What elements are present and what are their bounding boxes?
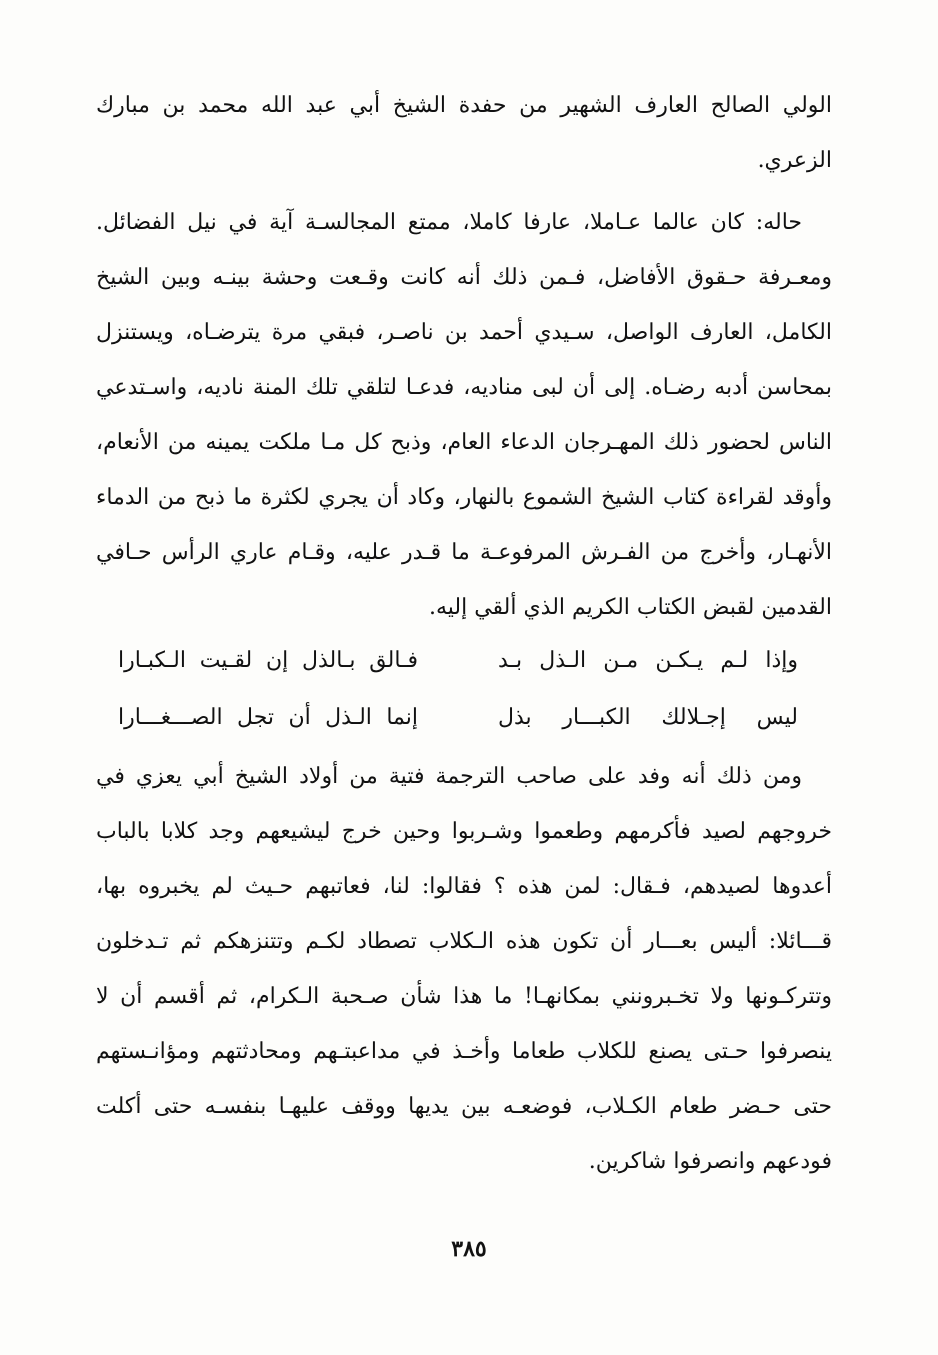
text-line: الناس لحضور ذلك المهـرجان الدعاء العام، وذبح كل مـا ملكت يمينه من الأنعام، <box>96 430 832 455</box>
verse-line <box>118 632 798 689</box>
text-line: ومن ذلك أنه وفد على صاحب الترجمة فتية من أولاد الشيخ أبي يعزي في <box>96 764 802 789</box>
text-line: القدمين لقبض الكتاب الكريم الذي ألقي إليه. <box>428 595 832 620</box>
paragraph-intro <box>96 78 832 188</box>
text-line: بمحاسن أدبه رضـاه. إلى أن لبى مناديه، فدعـا لتلقي تلك المنة ناديه، واسـتدعي <box>96 375 832 400</box>
text-line: خروجهم لصيد فأكرمهم وطعموا وشـربوا وحين خرج ليشيعهم وجد كلابا بالباب <box>96 819 832 844</box>
paragraph-biography <box>96 195 832 635</box>
text-line: الولي الصالح العارف الشهير من حفدة الشيخ أبي عبد الله محمد بن مبارك <box>96 93 832 118</box>
text-line: ينصرفوا حـتى يصنع للكلاب طعاما وأخـذ في مداعبتـهم ومحادثتهم ومؤانـستهم <box>96 1039 832 1064</box>
poem-verses <box>118 632 798 746</box>
text-line: ومعـرفة حـقوق الأفاضل، فـمن ذلك أنه كانت وقـعت وحشة بينـه وبين الشيخ <box>96 265 832 290</box>
text-line: وتتركـونها ولا تخـبرونني بمكانهـا! ما هذا شأن صـحبة الـكرام، ثم أقسم أن لا <box>96 984 832 1009</box>
verse-first-hemistich: ليس إجـلالك الكبـــار بذل <box>498 705 798 730</box>
text-line: قـــائلا: أليس بعـــار أن تكون هذه الـكلاب تصطاد لكـم وتتنزهكم ثم تـدخلون <box>96 929 832 954</box>
verse-line <box>118 689 798 746</box>
text-line: حاله: كان عالما عـاملا، عارفا كاملا، ممتع المجالسـة آية في نيل الفضائل. <box>96 210 802 235</box>
text-line: الكامل، العارف الواصل، سـيدي أحمد بن ناصـر، فبقي مرة يترضـاه، ويستنزل <box>96 320 832 345</box>
verse-first-hemistich: وإذا لـم يـكـن مـن الـذل بـد <box>498 648 798 673</box>
text-line: أعدوها لصيدهم، فـقال: لمن هذه ؟ فقالوا: لنا، فعاتبهم حـيث لم يخبروه بها، <box>96 874 832 899</box>
paragraph-anecdote <box>96 749 832 1189</box>
text-line: حتى حـضر طعام الكـلاب، فوضعـه بين يديها ووقف عليهـا بنفسـه حتى أكلت <box>96 1094 832 1119</box>
verse-second-hemistich: فـالق بـالذل إن لقـيت الـكبـارا <box>118 648 418 673</box>
verse-second-hemistich: إنما الـذل أن تجل الصـــغـــارا <box>118 705 418 730</box>
page-number: ٣٨٥ <box>451 1236 487 1262</box>
text-line: وأوقد لقراءة كتاب الشيخ الشموع بالنهار، وكاد أن يجري لكثرة ما ذبح من الدماء <box>96 485 832 510</box>
text-line: فودعهم وانصرفوا شاكرين. <box>588 1149 832 1174</box>
text-line: الأنهـار، وأخرج من الفـرش المرفوعـة ما قـدر عليه، وقـام عاري الرأس حـافي <box>96 540 832 565</box>
text-line: الزعري. <box>757 148 832 173</box>
